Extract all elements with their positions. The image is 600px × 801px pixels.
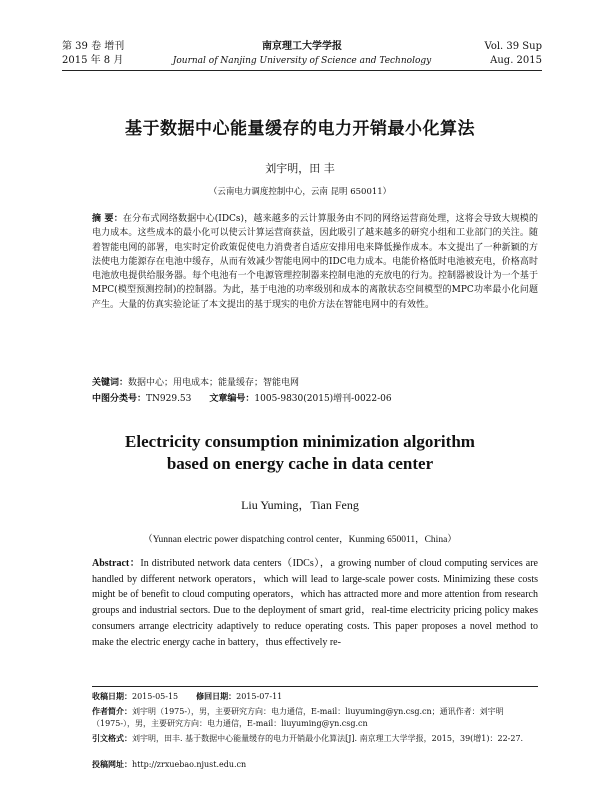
volume-cn: 第 39 卷 增刊 bbox=[62, 41, 125, 52]
classification-line bbox=[92, 391, 538, 404]
keywords-cn bbox=[92, 375, 538, 388]
volume-en: Vol. 39 Sup bbox=[484, 41, 542, 52]
running-header bbox=[62, 40, 542, 68]
abstract-en-text: In distributed network data centers（IDCs），a growing number of cloud computing services are handled by different network operators，which will lead to large-scale power costs. Minimizing these costs might be of benefit to cloud computing operators，which has attracted more and more attention from research groups and industrial sectors. Due to the deployment of smart grid，real-time electricity pricing policy makes consumers arrange electricity adaptively to reduce operating costs. This paper proposes a novel method to make the electric energy cache in battery，thus effectively re- bbox=[92, 558, 538, 648]
doc-label: 文章编号： bbox=[209, 394, 255, 404]
date-cn: 2015 年 8 月 bbox=[62, 55, 124, 66]
received-date: 2015-05-15 bbox=[132, 692, 179, 701]
keywords-cn-text: 数据中心；用电成本；能量缓存；智能电网 bbox=[128, 378, 300, 388]
authors-cn: 刘宇明，田 丰 bbox=[265, 162, 335, 175]
footnote-rule bbox=[92, 686, 538, 687]
author-footnote bbox=[92, 706, 538, 730]
paper-title-en-line2: based on energy cache in data center bbox=[166, 454, 434, 473]
authors-en: Liu Yuming，Tian Feng bbox=[241, 498, 359, 512]
citation-text: 刘宇明，田丰. 基于数据中心能量缓存的电力开销最小化算法[J]. 南京理工大学学报，2015，39(增1)：22-27. bbox=[132, 734, 524, 743]
url-footnote bbox=[92, 759, 538, 771]
citation-label: 引文格式： bbox=[92, 734, 132, 743]
clc-label: 中图分类号： bbox=[92, 394, 147, 404]
author-info-label: 作者简介： bbox=[92, 707, 132, 716]
received-label: 收稿日期： bbox=[92, 692, 132, 701]
abstract-cn-text: 在分布式网络数据中心(IDCs)，越来越多的云计算服务由不同的网络运营商处理，这将会导致大规模的电力成本。这些成本的最小化可以使云计算运营商获益，因此吸引了越来越多的研究小组和工业部门的关注。随着智能电网的部署，电实时定价政策促使电力消费者自适应安排用电来降低操作成本。本文提出了一种新颖的方法使电力能源存在电池中缓存，从而有效减少智能电网中的IDC电力成本。电能价格低时电池被充电，价格高时电池放电提供给服务器。每个电池有一个电源管理控制器来控制电池的充放电的行为。控制器被设计为一个基于MPC(模型预测控制)的控制器。为此，基于电池的功率级别和成本的离散状态空间模型的MPC功率最小化问题产生。大量的仿真实验论证了本文提出的基于现实的电价方法在智能电网中的有效性。 bbox=[92, 214, 538, 310]
journal-en: Journal of Nanjing University of Science and Technology bbox=[172, 56, 432, 66]
affiliation-cn: （云南电力调度控制中心，云南 昆明 650011） bbox=[208, 187, 392, 197]
url-label: 投稿网址： bbox=[92, 760, 132, 769]
clc-value: TN929.53 bbox=[146, 394, 192, 404]
doc-value: 1005-9830(2015)增刊-0022-06 bbox=[254, 394, 392, 404]
abstract-en bbox=[92, 556, 538, 650]
citation-footnote bbox=[92, 733, 538, 745]
abstract-cn-label: 摘 要： bbox=[92, 214, 123, 224]
paper-title-en bbox=[0, 431, 600, 475]
dates-footnote bbox=[92, 691, 538, 703]
journal-url[interactable]: http://zrxuebao.njust.edu.cn bbox=[132, 760, 247, 769]
header-rule bbox=[62, 70, 542, 71]
abstract-cn bbox=[92, 212, 538, 312]
abstract-en-label: Abstract： bbox=[92, 558, 141, 569]
paper-title-en-line1: Electricity consumption minimization algorithm bbox=[125, 432, 475, 451]
author-info-text: 刘宇明（1975-），男，主要研究方向：电力通信，E-mail：liuyuming@yn.csg.cn；通讯作者：刘宇明（1975-），男，主要研究方向：电力通信，E-mail：liuyuming@yn.csg.cn bbox=[92, 707, 504, 728]
affiliation-en: （Yunnan electric power dispatching control center，Kunming 650011，China） bbox=[143, 535, 457, 545]
revised-date: 2015-07-11 bbox=[236, 692, 283, 701]
keywords-cn-label: 关键词： bbox=[92, 378, 129, 388]
revised-label: 修回日期： bbox=[196, 692, 237, 701]
paper-title-cn: 基于数据中心能量缓存的电力开销最小化算法 bbox=[125, 119, 475, 139]
date-en: Aug. 2015 bbox=[490, 55, 542, 66]
journal-cn: 南京理工大学学报 bbox=[262, 41, 342, 52]
